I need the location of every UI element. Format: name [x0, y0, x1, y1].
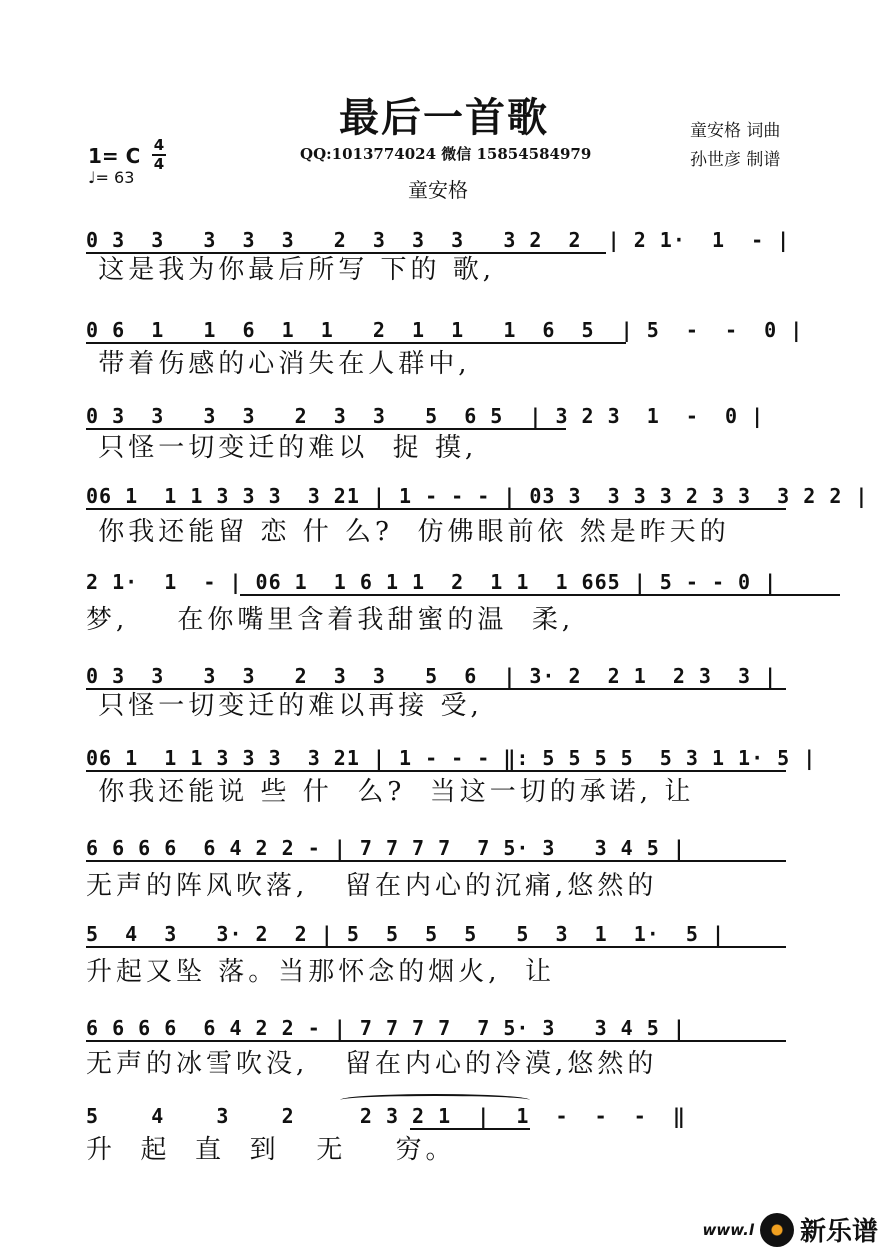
- lyric-row: 梦, 在你嘴里含着我甜蜜的温 柔,: [86, 605, 575, 635]
- song-title: 最后一首歌: [339, 95, 549, 141]
- notation-row: 5 4 3 2 2 3 2 1 | 1 - - - ‖: [86, 1104, 686, 1128]
- lyric-row: 你我还能说 些 什 么? 当这一切的承诺, 让: [86, 777, 695, 807]
- lyric-row: 这是我为你最后所写 下的 歌,: [86, 255, 496, 285]
- underline-beam: [86, 860, 786, 862]
- vinyl-disc-icon: [760, 1213, 794, 1247]
- lyric-row: 只怪一切变迁的难以再接 受,: [86, 691, 483, 721]
- arranger-credit: 孙世彦 制谱: [690, 150, 781, 170]
- notation-row: 6 6 6 6 6 4 2 2 - | 7 7 7 7 7 5· 3 3 4 5 |: [86, 836, 686, 860]
- notation-row: 0 3 3 3 3 2 3 3 5 6 | 3· 2 2 1 2 3 3 |: [86, 664, 778, 688]
- underline-beam: [86, 946, 786, 948]
- singer-name: 童安格: [408, 178, 468, 202]
- contact-info: QQ:1013774024 微信 15854584979: [300, 145, 592, 163]
- notation-row: 0 6 1 1 6 1 1 2 1 1 1 6 5 | 5 - - 0 |: [86, 318, 804, 342]
- lyricist-credit: 童安格 词曲: [690, 121, 781, 141]
- notation-row: 0 3 3 3 3 2 3 3 5 6 5 | 3 2 3 1 - 0 |: [86, 404, 765, 428]
- underline-beam: [86, 770, 786, 772]
- notation-row: 6 6 6 6 6 4 2 2 - | 7 7 7 7 7 5· 3 3 4 5 |: [86, 1016, 686, 1040]
- slur-mark: [340, 1094, 530, 1106]
- notation-row: 5 4 3 3· 2 2 | 5 5 5 5 5 3 1 1· 5 |: [86, 922, 726, 946]
- underline-beam: [240, 594, 840, 596]
- tempo-marking: ♩= 63: [88, 168, 135, 187]
- underline-beam: [410, 1128, 530, 1130]
- watermark-url: www.l: [702, 1220, 754, 1239]
- lyric-row: 无声的阵风吹落, 留在内心的沉痛,悠然的: [86, 871, 658, 901]
- notation-row: 06 1 1 1 3 3 3 3 21 | 1 - - - ‖: 5 5 5 5 5 3 1 1· 5 |: [86, 746, 817, 770]
- lyric-row: 无声的冰雪吹没, 留在内心的冷漠,悠然的: [86, 1049, 658, 1079]
- underline-beam: [86, 1040, 786, 1042]
- lyric-row: 你我还能留 恋 什 么? 仿佛眼前依 然是昨天的: [86, 517, 730, 547]
- underline-beam: [86, 508, 786, 510]
- watermark-name: 新乐谱: [799, 1217, 878, 1247]
- underline-beam: [86, 428, 566, 430]
- lyric-row: 升起又坠 落。当那怀念的烟火, 让: [86, 957, 556, 987]
- lyric-row: 只怪一切变迁的难以 捉 摸,: [86, 433, 478, 463]
- time-signature-bottom: 4: [153, 155, 165, 173]
- lyric-row: 升 起 直 到 无 穷。: [86, 1135, 456, 1165]
- notation-row: 0 3 3 3 3 3 2 3 3 3 3 2 2 | 2 1· 1 - |: [86, 228, 791, 252]
- time-signature-top: 4: [153, 136, 165, 154]
- lyric-row: 带着伤感的心消失在人群中,: [86, 349, 471, 379]
- underline-beam: [86, 342, 626, 344]
- site-watermark: [703, 1211, 878, 1248]
- time-signature: [152, 138, 166, 172]
- notation-row: 2 1· 1 - | 06 1 1 6 1 1 2 1 1 1 665 | 5 - - 0 |: [86, 570, 778, 594]
- notation-row: 06 1 1 1 3 3 3 3 21 | 1 - - - | 03 3 3 3 3 2 3 3 3 2 2 |: [86, 484, 869, 508]
- key-signature: 1= C: [88, 144, 141, 168]
